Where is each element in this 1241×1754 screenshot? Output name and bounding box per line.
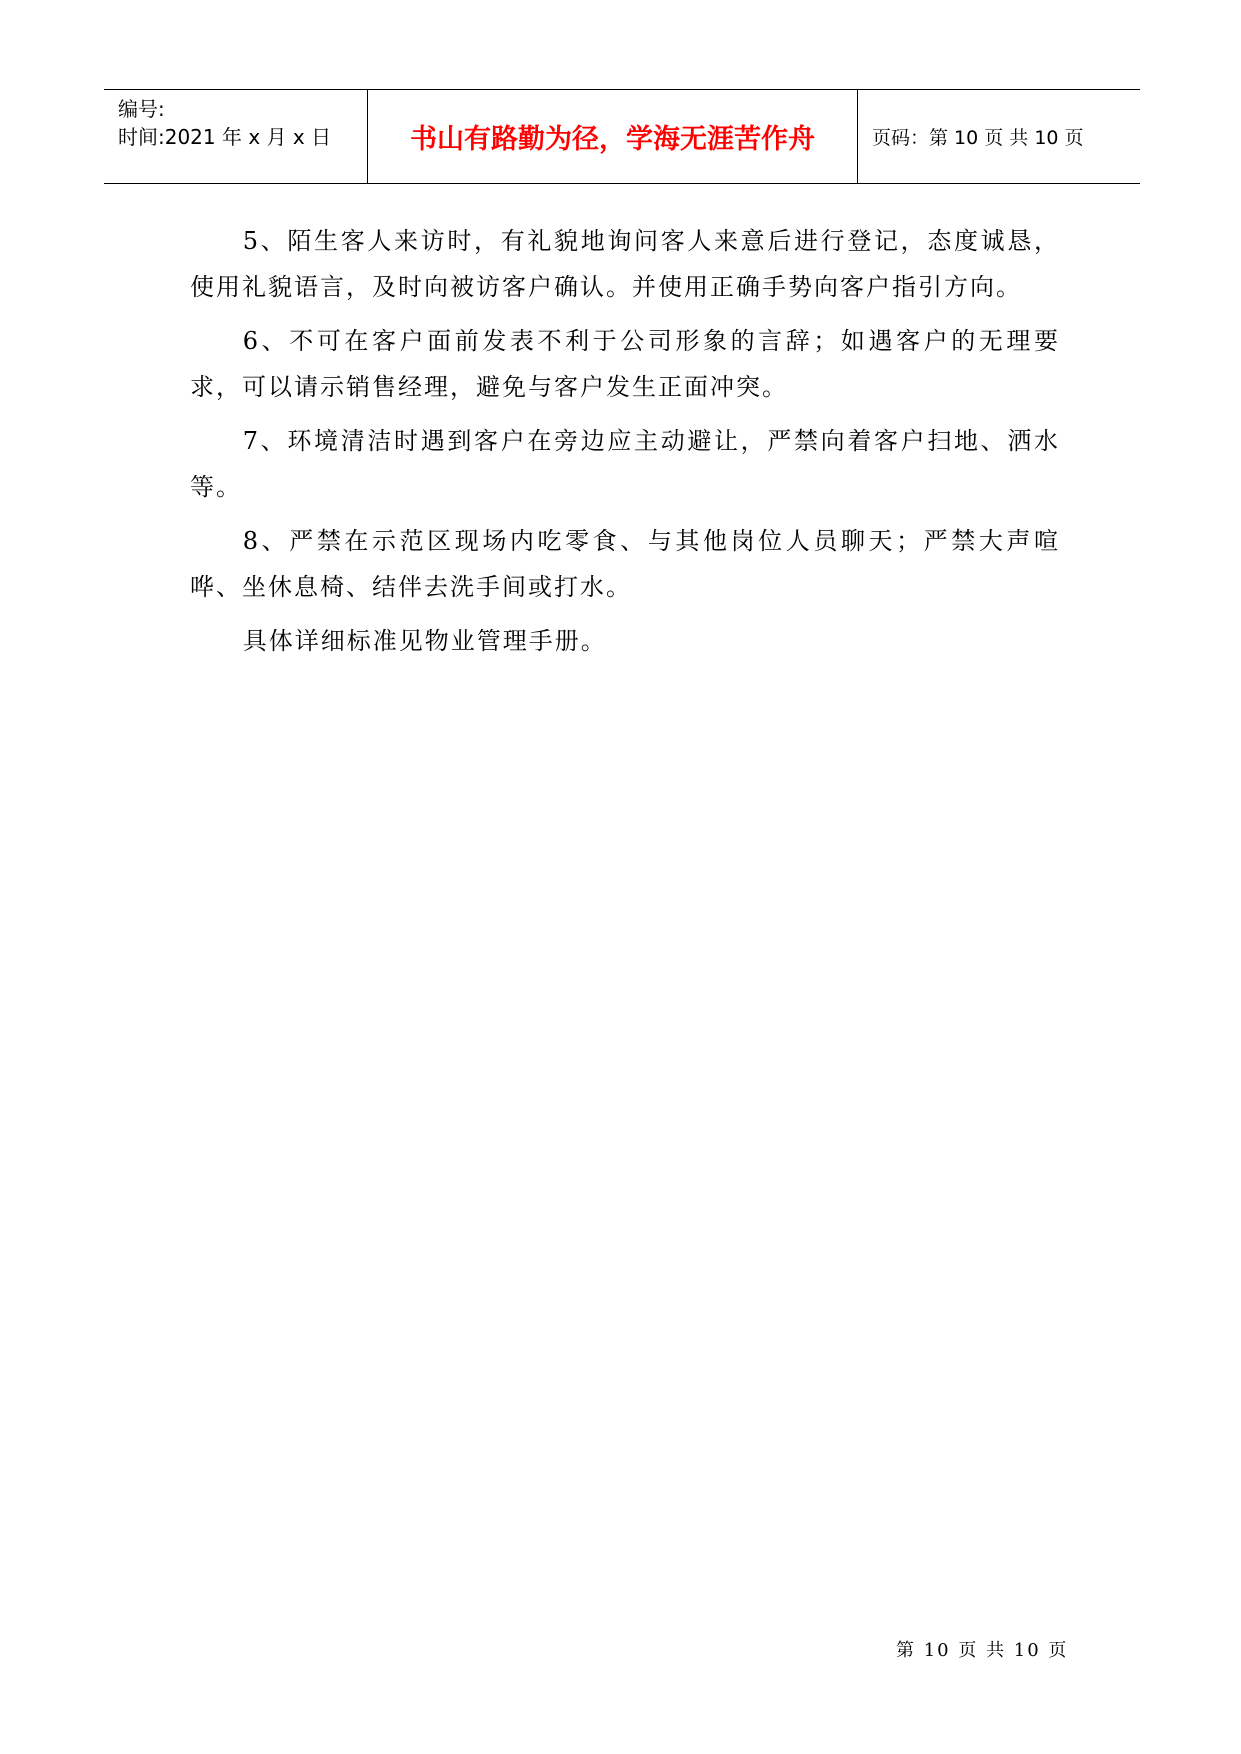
paragraph: 7、环境清洁时遇到客户在旁边应主动避让，严禁向着客户扫地、洒水等。 [190, 427, 1060, 501]
header-page-number: 页码：第 10 页 共 10 页 [872, 127, 1084, 149]
page-footer: 第 10 页 共 10 页 [896, 1640, 1069, 1661]
paragraph: 6、不可在客户面前发表不利于公司形象的言辞；如遇客户的无理要求，可以请示销售经理，避免与客户发生正面冲突。 [190, 327, 1060, 401]
header-motto: 书山有路勤为径，学海无涯苦作舟 [368, 90, 858, 183]
document-date-label: 时间:2021 年 x 月 x 日 [118, 125, 332, 149]
document-code-label: 编号: [118, 97, 165, 121]
page-header [104, 89, 1140, 184]
paragraph: 5、陌生客人来访时，有礼貌地询问客人来意后进行登记，态度诚恳，使用礼貌语言，及时向被访客户确认。并使用正确手势向客户指引方向。 [190, 227, 1060, 301]
paragraph: 具体详细标准见物业管理手册。 [242, 627, 607, 655]
header-info-cell [104, 90, 368, 183]
document-body [190, 218, 1060, 672]
paragraph: 8、严禁在示范区现场内吃零食、与其他岗位人员聊天；严禁大声喧哗、坐休息椅、结伴去洗手间或打水。 [190, 527, 1060, 601]
